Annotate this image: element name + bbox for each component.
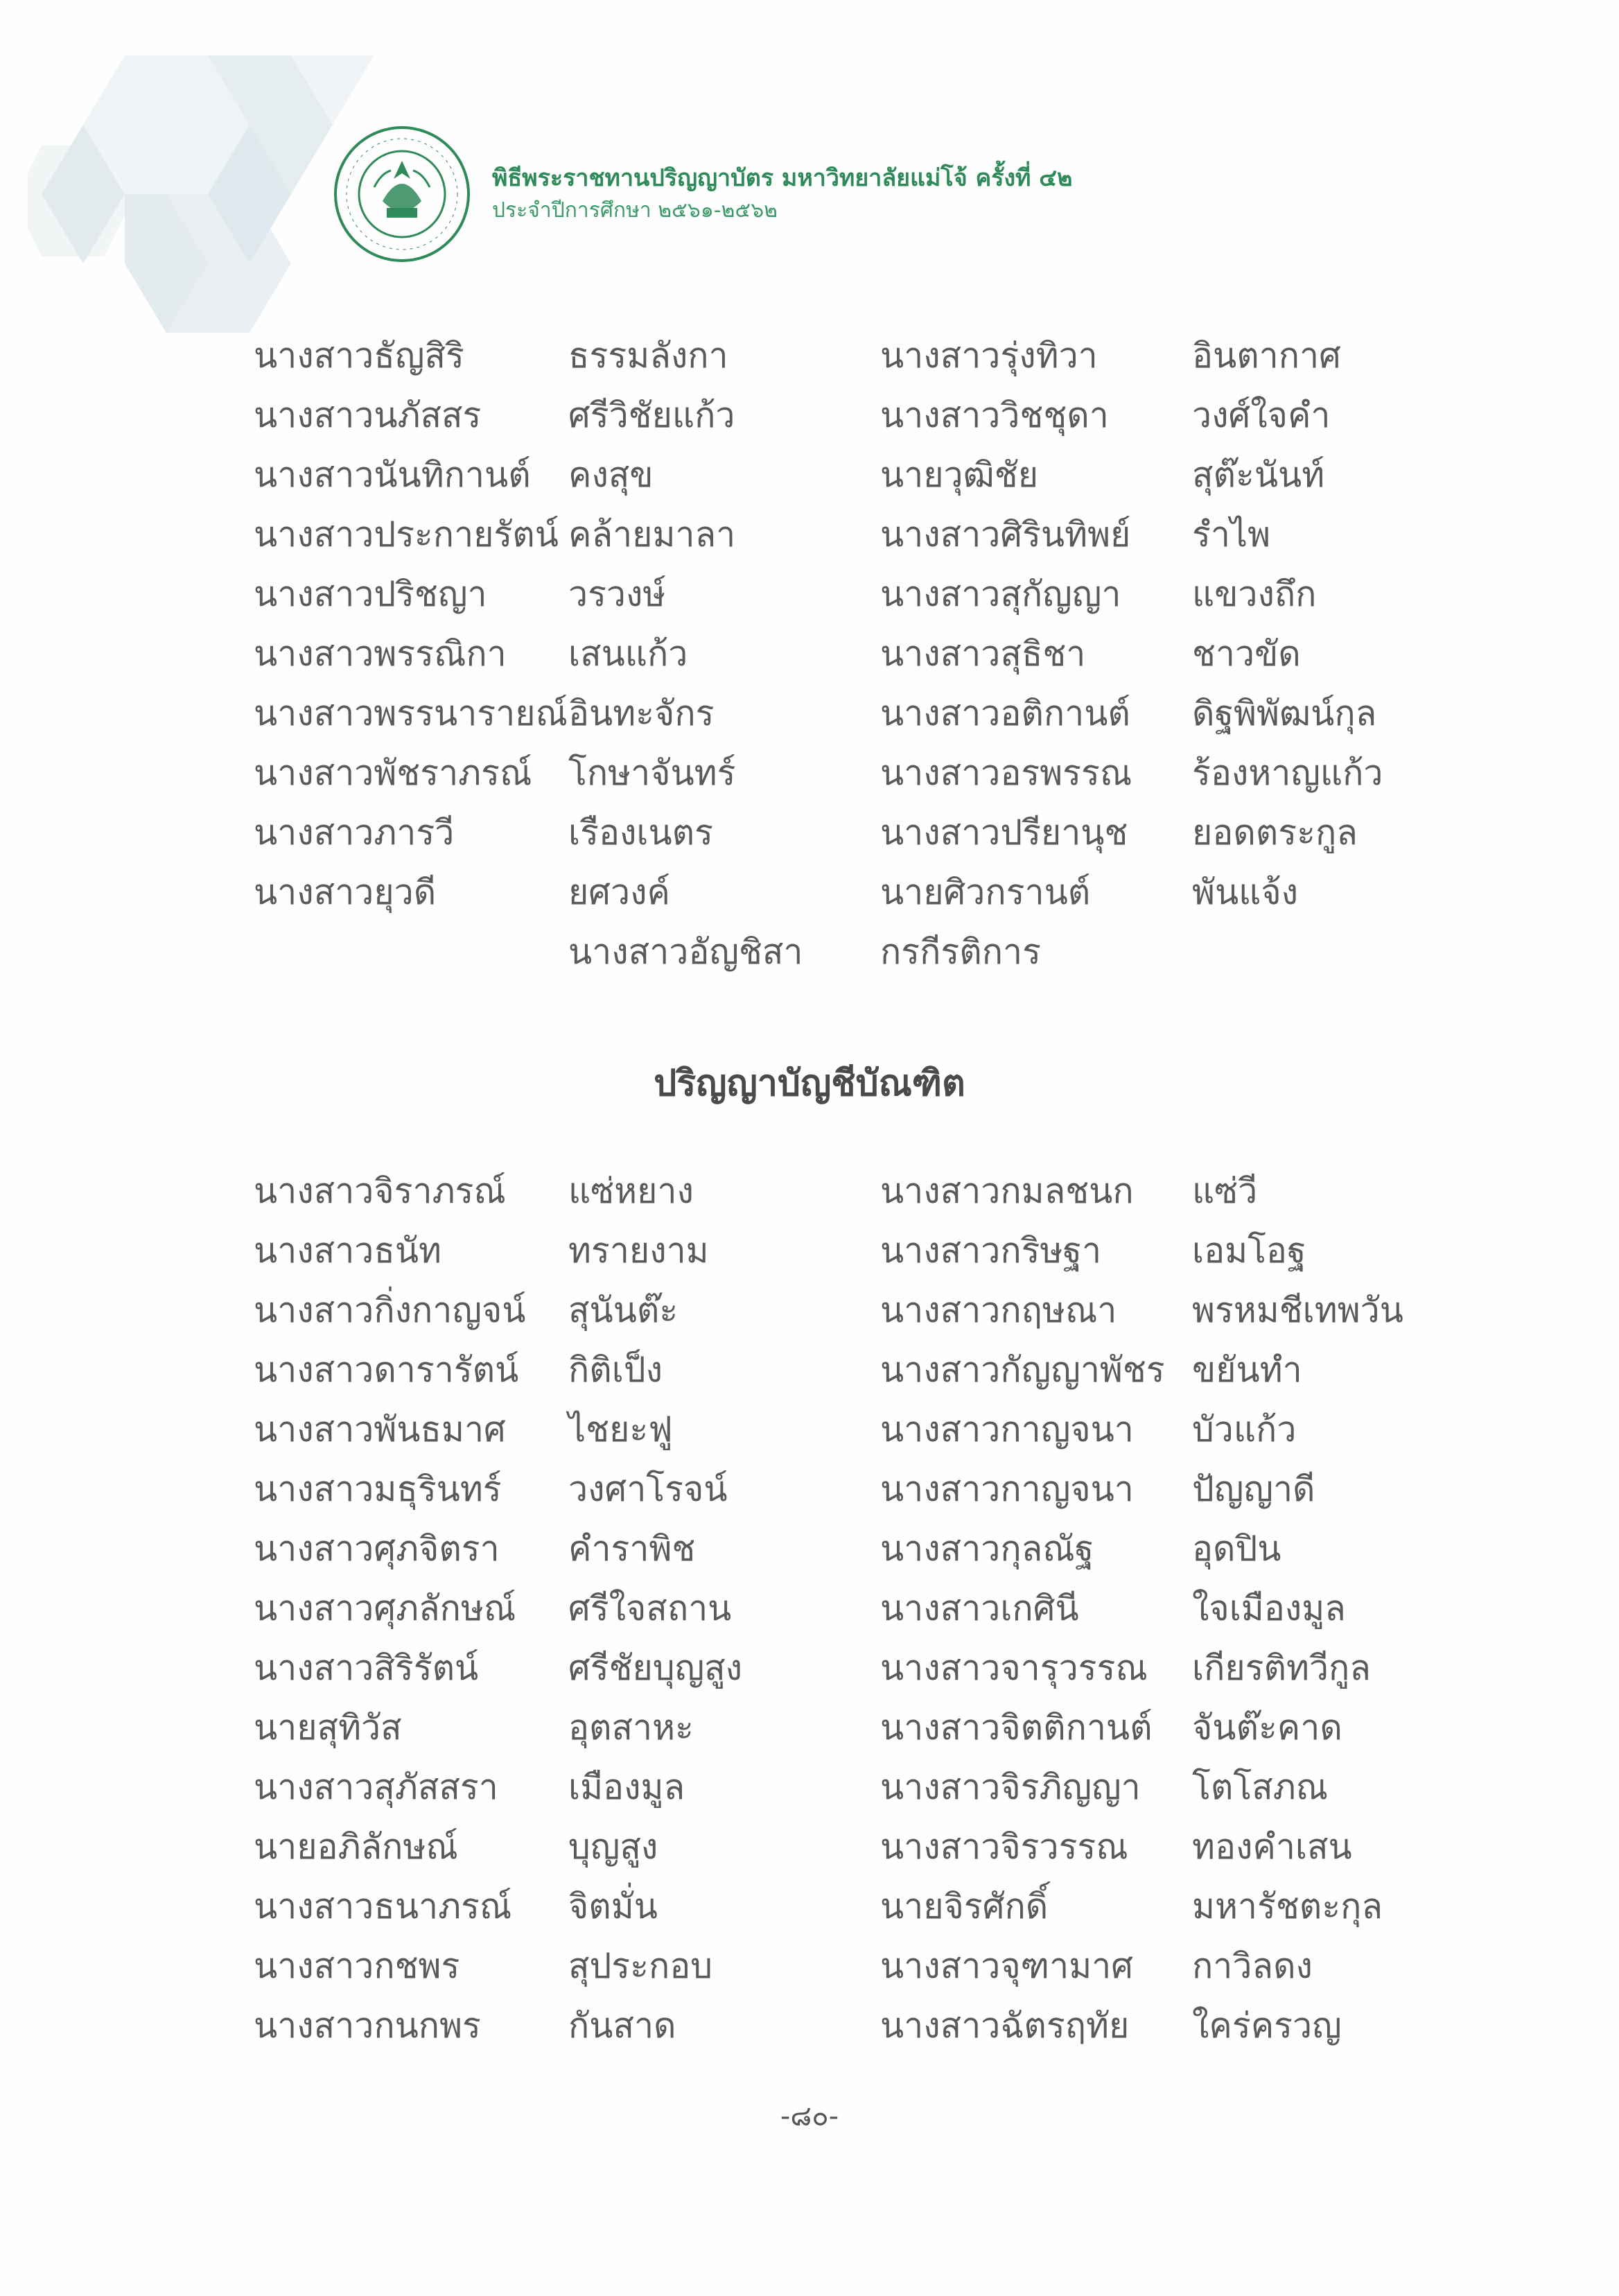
header [333,125,1072,263]
list-item [0,1996,1619,2055]
last-name: วรวงษ์ [568,574,666,614]
first-name: นางสาวปริชญา [254,574,487,614]
last-name: ชาวขัด [1192,634,1301,674]
list-item [0,1936,1619,1996]
first-name: นางสาวนันทิกานต์ [254,455,531,495]
last-name: เอมโอฐ [1192,1230,1306,1271]
first-name: นางสาวจารุวรรณ [880,1648,1148,1688]
first-name: นางสาวสุกัญญา [880,574,1121,614]
first-name: นางสาวดารารัตน์ [254,1350,519,1390]
last-name: เสนแก้ว [568,634,688,674]
last-name: อินตากาศ [1192,336,1341,376]
first-name: นางสาวพรรนารายณ์ [254,693,568,733]
list-item [0,326,1619,385]
last-name: โกษาจันทร์ [568,753,736,793]
first-name: นางสาวเกศินี [880,1588,1079,1628]
last-name: ศรีใจสถาน [568,1588,732,1628]
last-name: เรืองเนตร [568,812,713,853]
first-name: นางสาวกมลชนก [880,1171,1134,1211]
last-name: จันต๊ะคาด [1192,1707,1342,1748]
first-name: นางสาวสุธิชา [880,634,1086,674]
first-name: นางสาวศิรินทิพย์ [880,514,1131,555]
academic-year: ประจำปีการศึกษา ๒๕๖๑-๒๕๖๒ [492,198,778,223]
last-name: ทองคำเสน [1192,1827,1352,1867]
last-name: แขวงถึก [1192,574,1317,614]
last-name: ยศวงค์ [568,872,670,912]
university-seal-icon [333,125,471,263]
last-name: คงสุข [568,455,654,495]
first-name: นางสาวกฤษณา [880,1290,1117,1330]
last-name: ใจเมืองมูล [1192,1588,1346,1628]
first-name: นางสาวจุฑามาศ [880,1946,1133,1986]
list-item [0,922,1619,982]
first-name: นางสาวกุลณัฐ [880,1529,1094,1569]
first-name: นายอภิลักษณ์ [254,1827,458,1867]
first-name: นางสาวธัญสิริ [254,336,464,376]
last-name: ยอดตระกูล [1192,812,1358,853]
first-name: นางสาวศุภลักษณ์ [254,1588,516,1628]
first-name: นายศิวกรานต์ [880,872,1091,912]
first-name: นางสาวพรรณิกา [254,634,507,674]
first-name: นางสาวกนกพร [254,2006,481,2046]
degree-heading: ปริญญาบัญชีบัณฑิต [654,1063,965,1104]
first-name: นางสาวยุวดี [254,872,437,912]
last-name: แซ่วี [1192,1171,1258,1211]
last-name: ทรายงาม [568,1230,709,1271]
last-name: วงศ์ใจคำ [1192,395,1331,435]
last-name: พันแจ้ง [1192,872,1299,912]
last-name: อุตสาหะ [568,1707,694,1748]
last-name: พรหมชีเทพวัน [1192,1290,1403,1330]
first-name: นางสาวกาญจนา [880,1409,1134,1450]
first-name: นางสาวรุ่งทิวา [880,336,1098,376]
last-name: ใคร่ครวญ [1192,2006,1342,2046]
last-name: อินทะจักร [568,693,715,733]
last-name: กาวิลดง [1192,1946,1313,1986]
first-name: นางสาวกชพร [254,1946,460,1986]
last-name: ปัญญาดี [1192,1469,1315,1509]
first-name: นางสาวสุภัสสรา [254,1767,498,1807]
list-item [0,1400,1619,1459]
first-name: นางสาวพัชราภรณ์ [254,753,532,793]
graduate-list-1 [0,326,1619,982]
list-item [0,1757,1619,1817]
last-name: ธรรมลังกา [568,336,728,376]
last-name: สุต๊ะนันท์ [1192,455,1325,495]
last-name: แซ่หยาง [568,1171,694,1211]
first-name: นางสาวจิรวรรณ [880,1827,1128,1867]
list-item [0,1161,1619,1221]
first-name: นางสาววิชชุดา [880,395,1109,435]
first-name: นางสาวภารวี [254,812,455,853]
first-name: นางสาวสิริรัตน์ [254,1648,479,1688]
list-item [0,1221,1619,1280]
first-name: นางสาวพันธมาศ [254,1409,506,1450]
list-item [0,445,1619,505]
first-name: นางสาวนภัสสร [254,395,482,435]
graduate-list-2 [0,1161,1619,2055]
last-name: อุดปิน [1192,1529,1281,1569]
first-name: นางสาวปรียานุช [880,812,1128,853]
first-name: นางสาวกิ่งกาญจน์ [254,1290,526,1330]
list-item [0,743,1619,803]
first-name: นางสาวจิราภรณ์ [254,1171,506,1211]
last-name: กรกีรติการ [880,932,1041,972]
first-name: นางสาวมธุรินทร์ [254,1469,502,1509]
list-item [0,1638,1619,1698]
last-name: มหารัชตะกุล [1192,1886,1383,1927]
list-item [0,564,1619,624]
first-name: นายจิรศักดิ์ [880,1886,1049,1927]
last-name: วงศาโรจน์ [568,1469,728,1509]
last-name: ไชยะฟู [568,1409,673,1450]
last-name: ร้องหาญแก้ว [1192,753,1383,793]
first-name: นางสาวอติกานต์ [880,693,1130,733]
ceremony-title: พิธีพระราชทานปริญญาบัตร มหาวิทยาลัยแม่โจ้ ครั้งที่ ๔๒ [492,164,1073,192]
first-name: นางสาวศุภจิตรา [254,1529,500,1569]
list-item [0,684,1619,743]
last-name: ศรีวิชัยแก้ว [568,395,735,435]
last-name: ศรีชัยบุญสูง [568,1648,743,1688]
first-name: นางสาวธนัท [254,1230,441,1271]
last-name: คล้ายมาลา [568,514,736,555]
last-name: เมืองมูล [568,1767,685,1807]
page-number: -๘๐- [780,2101,839,2132]
last-name: เกียรติทวีกูล [1192,1648,1371,1688]
list-item [0,1817,1619,1877]
first-name: นางสาวจิรภิญญา [880,1767,1141,1807]
last-name: จิตมั่น [568,1886,658,1927]
first-name: นายวุฒิชัย [880,455,1039,495]
first-name: นางสาวประกายรัตน์ [254,514,559,555]
first-name: นางสาวกริษฐา [880,1230,1102,1271]
first-name: นางสาวธนาภรณ์ [254,1886,512,1927]
list-item [0,1698,1619,1757]
list-item [0,624,1619,684]
first-name: นายสุทิวัส [254,1707,402,1748]
last-name: โตโสภณ [1192,1767,1329,1807]
list-item [0,1280,1619,1340]
first-name: นางสาวอรพรรณ [880,753,1132,793]
first-name: นางสาวอัญชิสา [568,932,803,972]
list-item [0,385,1619,445]
first-name: นางสาวกัญญาพัชร [880,1350,1165,1390]
list-item [0,862,1619,922]
last-name: คำราพิช [568,1529,696,1569]
header-text [492,162,1072,227]
last-name: สุประกอบ [568,1946,713,1986]
last-name: รำไพ [1192,514,1271,555]
list-item [0,1578,1619,1638]
list-item [0,803,1619,862]
last-name: กิติเป็ง [568,1350,663,1390]
last-name: บุญสูง [568,1827,658,1867]
last-name: กันสาด [568,2006,676,2046]
first-name: นางสาวฉัตรฤทัย [880,2006,1130,2046]
first-name: นางสาวกาญจนา [880,1469,1134,1509]
first-name: นางสาวจิตติกานต์ [880,1707,1153,1748]
last-name: บัวแก้ว [1192,1409,1297,1450]
last-name: ขยันทำ [1192,1350,1302,1390]
list-item [0,1459,1619,1519]
list-item [0,1519,1619,1578]
last-name: ดิฐพิพัฒน์กุล [1192,693,1377,733]
list-item [0,1877,1619,1936]
last-name: สุนันต๊ะ [568,1290,679,1330]
list-item [0,1340,1619,1400]
list-item [0,505,1619,564]
